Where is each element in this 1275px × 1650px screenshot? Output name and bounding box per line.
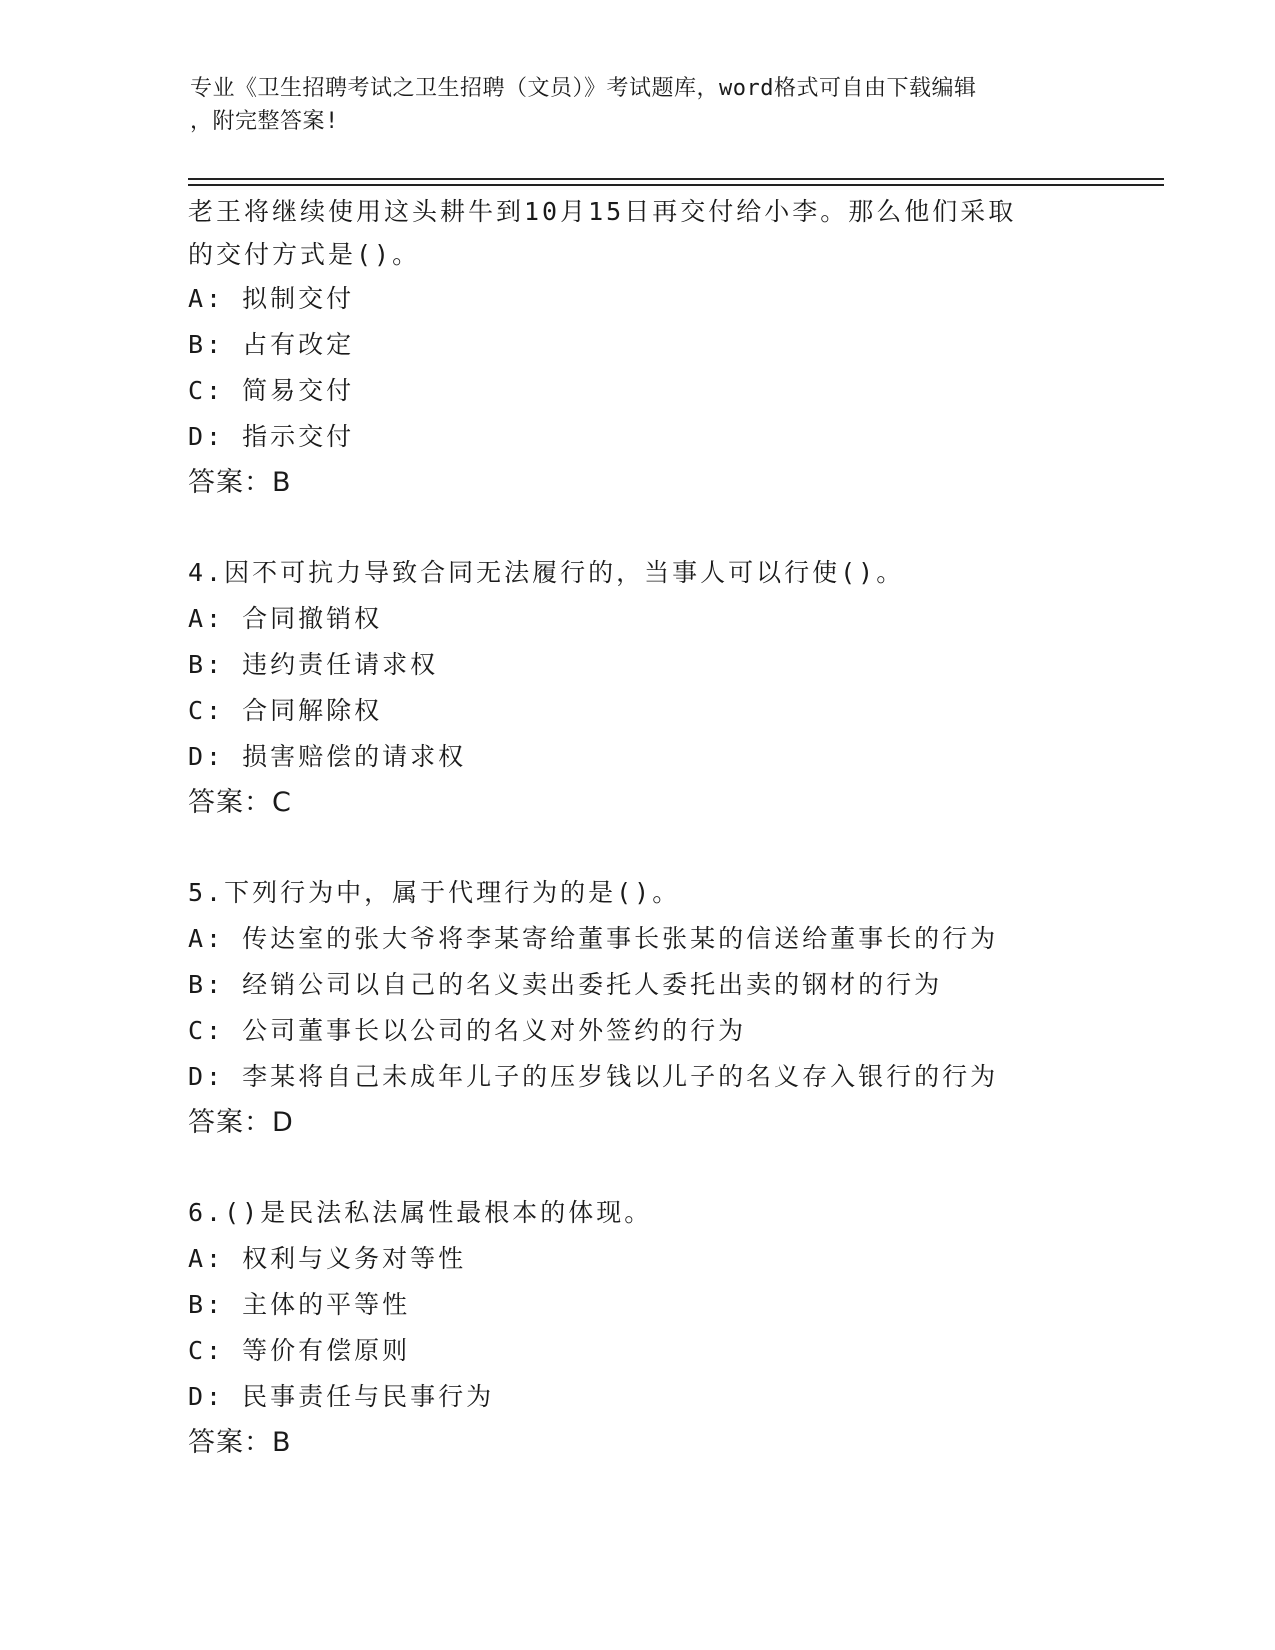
question-item — [188, 870, 1148, 1146]
header-line-1: 专业《卫生招聘考试之卫生招聘（文员）》考试题库，word格式可自由下载编辑 — [190, 76, 977, 101]
option-a: A: 合同撤销权 — [188, 604, 383, 633]
header-divider-top — [188, 178, 1164, 180]
answer: 答案：D — [188, 1107, 294, 1138]
question-text: 老王将继续使用这头耕牛到10月15日再交付给小李。那么他们采取 — [188, 197, 1017, 226]
option-b: B: 违约责任请求权 — [188, 650, 439, 679]
option-a: A: 拟制交付 — [188, 284, 355, 313]
answer: 答案：B — [188, 1427, 292, 1458]
option-b: B: 主体的平等性 — [188, 1290, 411, 1319]
question-text: 5.下列行为中，属于代理行为的是()。 — [188, 878, 681, 907]
question-item — [188, 190, 1148, 506]
option-c: C: 等价有偿原则 — [188, 1336, 411, 1365]
question-item — [188, 1190, 1148, 1466]
option-b: B: 经销公司以自己的名义卖出委托人委托出卖的钢材的行为 — [188, 970, 943, 999]
option-b: B: 占有改定 — [188, 330, 355, 359]
question-list — [188, 190, 1148, 1466]
answer: 答案：C — [188, 787, 292, 818]
option-c: C: 简易交付 — [188, 376, 355, 405]
option-a: A: 传达室的张大爷将李某寄给董事长张某的信送给董事长的行为 — [188, 924, 999, 953]
header-divider-bottom — [188, 184, 1164, 186]
option-d: D: 民事责任与民事行为 — [188, 1382, 495, 1411]
question-text: 6.()是民法私法属性最根本的体现。 — [188, 1198, 653, 1227]
option-d: D: 指示交付 — [188, 422, 355, 451]
question-item — [188, 550, 1148, 826]
question-text: 的交付方式是()。 — [188, 240, 421, 269]
question-text: 4.因不可抗力导致合同无法履行的，当事人可以行使()。 — [188, 558, 905, 587]
document-header — [190, 72, 1080, 138]
option-d: D: 李某将自己未成年儿子的压岁钱以儿子的名义存入银行的行为 — [188, 1062, 999, 1091]
option-d: D: 损害赔偿的请求权 — [188, 742, 467, 771]
answer: 答案：B — [188, 467, 292, 498]
option-c: C: 公司董事长以公司的名义对外签约的行为 — [188, 1016, 747, 1045]
option-a: A: 权利与义务对等性 — [188, 1244, 467, 1273]
option-c: C: 合同解除权 — [188, 696, 383, 725]
header-line-2: ，附完整答案! — [190, 109, 339, 134]
